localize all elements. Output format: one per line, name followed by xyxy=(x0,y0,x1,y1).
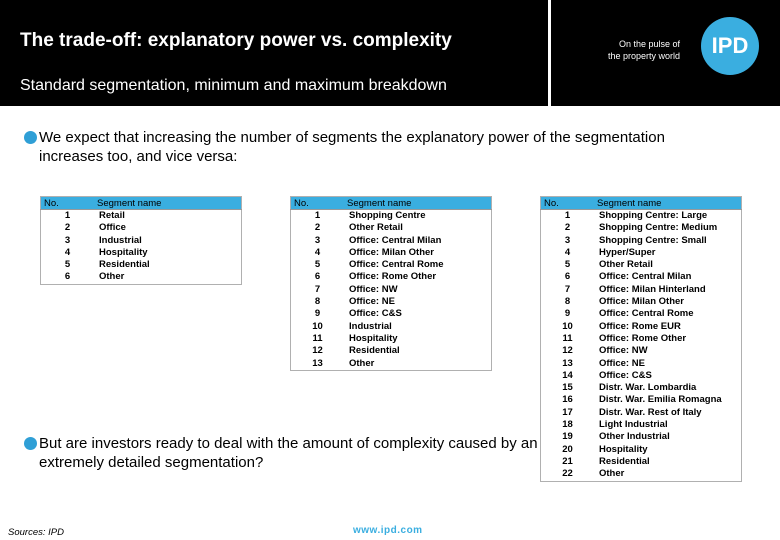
segment-name: Office: NE xyxy=(349,296,395,308)
segment-number: 9 xyxy=(564,308,571,320)
segment-name: Office: Rome EUR xyxy=(599,320,681,332)
table-row xyxy=(541,259,742,271)
segment-name: Other Retail xyxy=(349,222,403,234)
table-row xyxy=(541,271,742,283)
bullet-icon xyxy=(24,437,37,450)
segment-number: 4 xyxy=(564,246,571,258)
table-row xyxy=(291,333,492,345)
segment-number: 22 xyxy=(562,468,573,480)
header-divider xyxy=(548,0,551,106)
segment-name: Industrial xyxy=(99,234,142,246)
table-row xyxy=(541,419,742,431)
ipd-logo: IPD xyxy=(701,17,759,75)
table-row xyxy=(291,321,492,333)
segment-number: 21 xyxy=(562,455,573,467)
segment-number: 1 xyxy=(64,210,71,221)
table-row xyxy=(541,247,742,259)
table-row xyxy=(541,407,742,419)
segment-name: Office: Milan Other xyxy=(599,296,684,308)
segment-name: Office: Milan Hinterland xyxy=(599,283,706,295)
bullet-point-1 xyxy=(24,128,684,166)
tagline-line-1: On the pulse of xyxy=(618,39,680,49)
segment-name: Office: C&S xyxy=(349,308,402,320)
table-row xyxy=(291,259,492,271)
column-header-name: Segment name xyxy=(94,197,242,210)
segment-name: Industrial xyxy=(349,320,392,332)
segment-number: 11 xyxy=(562,332,573,344)
table-row xyxy=(291,296,492,308)
bullet-text: We expect that increasing the number of segments the explanatory power of the segmentation increases too, and vice versa: xyxy=(39,129,665,165)
table-row xyxy=(541,210,742,223)
segment-name: Office: Central Rome xyxy=(349,259,444,271)
segment-number: 10 xyxy=(312,320,323,332)
segment-name: Hospitality xyxy=(349,332,398,344)
segment-number: 6 xyxy=(64,271,71,283)
header-bar xyxy=(0,0,780,106)
segment-name: Light Industrial xyxy=(599,419,668,431)
segment-name: Other Industrial xyxy=(599,431,670,443)
segment-number: 13 xyxy=(562,357,573,369)
table-row xyxy=(291,235,492,247)
segment-number: 5 xyxy=(64,259,71,271)
segment-table-mid xyxy=(290,196,492,371)
table-row xyxy=(41,222,242,234)
table-header-row xyxy=(41,197,242,210)
table-header-row xyxy=(541,197,742,210)
segment-number: 2 xyxy=(314,222,321,234)
segment-table-max xyxy=(540,196,742,482)
segment-number: 14 xyxy=(562,369,573,381)
table-row xyxy=(541,345,742,357)
segment-name: Other xyxy=(599,468,625,480)
table-row xyxy=(41,210,242,223)
segment-name: Distr. War. Lombardia xyxy=(599,382,697,394)
segment-name: Office: C&S xyxy=(599,369,652,381)
segment-number: 8 xyxy=(564,296,571,308)
segment-name: Residential xyxy=(349,345,400,357)
segment-number: 4 xyxy=(314,246,321,258)
segment-number: 4 xyxy=(64,246,71,258)
table-row xyxy=(541,296,742,308)
segment-number: 3 xyxy=(64,234,71,246)
table-row xyxy=(541,222,742,234)
sources-note: Sources: IPD xyxy=(8,527,64,538)
segment-number: 13 xyxy=(312,357,323,369)
segment-number: 7 xyxy=(314,283,321,295)
table-header-row xyxy=(291,197,492,210)
segment-name: Office: Rome Other xyxy=(349,271,437,283)
segment-number: 17 xyxy=(562,406,573,418)
table-row xyxy=(41,259,242,271)
table-row xyxy=(291,210,492,223)
segment-name: Office: Central Milan xyxy=(349,234,442,246)
segment-table-min xyxy=(40,196,242,285)
table-row xyxy=(541,382,742,394)
segment-name: Office: NW xyxy=(349,283,398,295)
segment-name: Distr. War. Rest of Italy xyxy=(599,406,702,418)
table-row xyxy=(41,271,242,284)
table-row xyxy=(291,308,492,320)
segment-number: 16 xyxy=(562,394,573,406)
table-row xyxy=(291,271,492,283)
segment-number: 3 xyxy=(564,234,571,246)
segment-number: 20 xyxy=(562,443,573,455)
table-row xyxy=(291,345,492,357)
segment-name: Hospitality xyxy=(99,246,148,258)
table-row xyxy=(291,247,492,259)
segment-name: Residential xyxy=(99,259,150,271)
segment-name: Shopping Centre: Small xyxy=(599,234,707,246)
table-row xyxy=(541,321,742,333)
page-title: The trade-off: explanatory power vs. complexity xyxy=(20,30,452,51)
segment-number: 9 xyxy=(314,308,321,320)
segment-number: 1 xyxy=(564,210,571,221)
segment-number: 6 xyxy=(314,271,321,283)
table-row xyxy=(541,394,742,406)
segment-name: Hyper/Super xyxy=(599,246,656,258)
website-link[interactable]: www.ipd.com xyxy=(353,525,423,536)
table-row xyxy=(291,222,492,234)
table-row xyxy=(41,235,242,247)
segment-name: Office: NE xyxy=(599,357,645,369)
segment-name: Hospitality xyxy=(599,443,648,455)
segment-name: Other xyxy=(349,357,375,369)
segment-name: Shopping Centre: Large xyxy=(599,210,708,221)
segment-name: Retail xyxy=(99,210,125,221)
bullet-icon xyxy=(24,131,37,144)
table-row xyxy=(541,284,742,296)
segment-name: Shopping Centre: Medium xyxy=(599,222,718,234)
column-header-name: Segment name xyxy=(594,197,742,210)
segment-number: 5 xyxy=(314,259,321,271)
segment-number: 5 xyxy=(564,259,571,271)
column-header-no: No. xyxy=(541,197,595,210)
segment-number: 12 xyxy=(312,345,323,357)
segment-name: Office: Milan Other xyxy=(349,246,434,258)
tagline-line-2: the property world xyxy=(607,51,680,61)
table-row xyxy=(541,370,742,382)
table-row xyxy=(291,358,492,371)
segment-name: Shopping Centre xyxy=(349,210,426,221)
segment-number: 19 xyxy=(562,431,573,443)
segment-number: 8 xyxy=(314,296,321,308)
segment-number: 3 xyxy=(314,234,321,246)
segment-number: 18 xyxy=(562,419,573,431)
segment-name: Office: NW xyxy=(599,345,648,357)
table-row xyxy=(291,284,492,296)
page-subtitle: Standard segmentation, minimum and maximum breakdown xyxy=(20,77,447,94)
table-row xyxy=(41,247,242,259)
table-row xyxy=(541,235,742,247)
table-row xyxy=(541,456,742,468)
bullet-text: But are investors ready to deal with the amount of complexity caused by an extremely detailed segmentation? xyxy=(39,435,538,471)
segment-name: Other xyxy=(99,271,125,283)
table-row xyxy=(541,358,742,370)
segment-number: 1 xyxy=(314,210,321,221)
table-row xyxy=(541,431,742,443)
segment-name: Office: Rome Other xyxy=(599,332,687,344)
segment-name: Other Retail xyxy=(599,259,653,271)
segment-number: 10 xyxy=(562,320,573,332)
column-header-no: No. xyxy=(41,197,95,210)
segment-number: 15 xyxy=(562,382,573,394)
segment-name: Distr. War. Emilia Romagna xyxy=(599,394,722,406)
segment-number: 2 xyxy=(64,222,71,234)
segment-name: Office: Central Rome xyxy=(599,308,694,320)
table-row xyxy=(541,444,742,456)
segment-number: 11 xyxy=(312,332,323,344)
table-row xyxy=(541,468,742,481)
segment-number: 7 xyxy=(564,283,571,295)
segment-number: 12 xyxy=(562,345,573,357)
table-row xyxy=(541,333,742,345)
segment-name: Office: Central Milan xyxy=(599,271,692,283)
segment-number: 2 xyxy=(564,222,571,234)
column-header-name: Segment name xyxy=(344,197,492,210)
column-header-no: No. xyxy=(291,197,345,210)
tagline xyxy=(582,38,680,62)
segment-name: Office xyxy=(99,222,126,234)
bullet-point-2 xyxy=(24,434,544,472)
segment-number: 6 xyxy=(564,271,571,283)
table-row xyxy=(541,308,742,320)
segment-name: Residential xyxy=(599,455,650,467)
